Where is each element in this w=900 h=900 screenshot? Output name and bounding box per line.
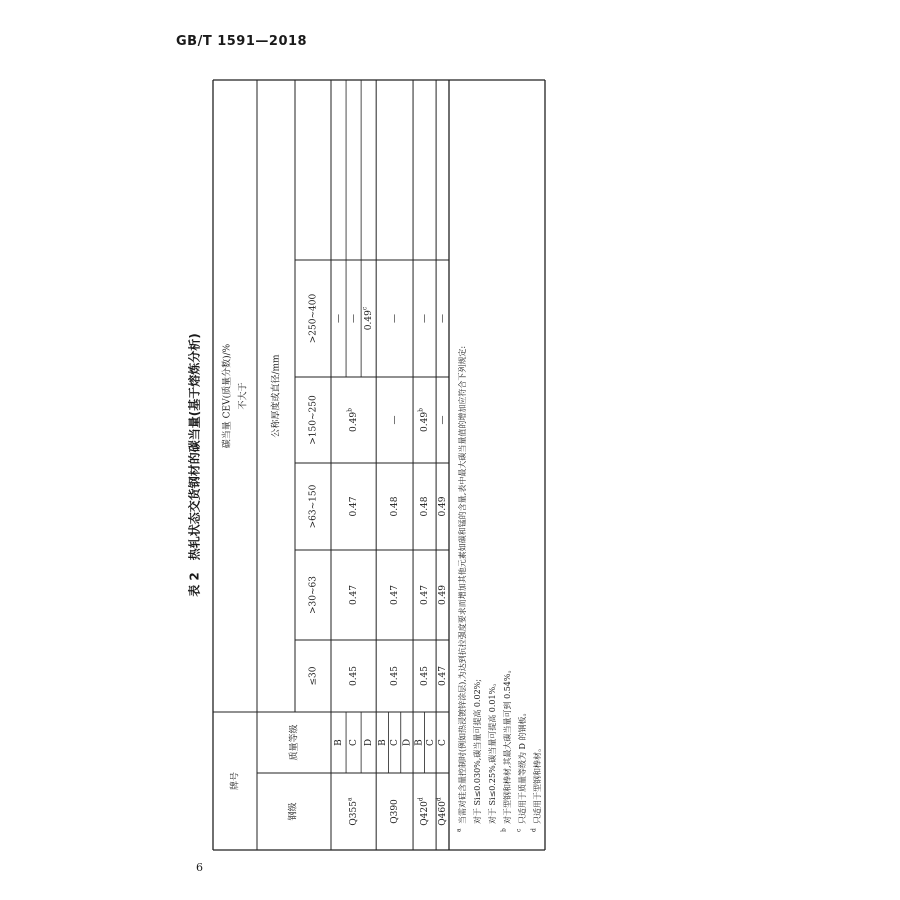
- value-1-4: —: [390, 314, 401, 323]
- value-3-2: 0.49: [438, 496, 449, 517]
- footnote-2: 对于 Si≤0.25%,碳当量可提高 0.01%。: [488, 678, 497, 824]
- grade-1: Q390: [390, 799, 401, 824]
- quality-2-0: B: [414, 739, 425, 746]
- footnote-3: 对于型钢和棒材,其最大碳当量可到 0.54%。: [503, 665, 512, 824]
- footnote-mark-4: c: [515, 828, 523, 832]
- value-3-3: —: [438, 415, 449, 425]
- value-3-1: 0.49: [438, 584, 449, 606]
- quality-1-2: D: [402, 738, 413, 747]
- quality-0-2: D: [364, 738, 375, 747]
- value-2-4: —: [420, 314, 431, 323]
- quality-0-0: B: [334, 739, 345, 746]
- value-0-2: 0.47: [349, 496, 360, 517]
- value-0-4: 0.49$^c$: [361, 306, 375, 331]
- footnote-1: 对于 Si≤0.030%,碳当量可提高 0.02%;: [473, 679, 482, 824]
- hdr-grade: 钢级: [288, 802, 299, 821]
- value-1-2: 0.48: [390, 496, 401, 517]
- value-3-0: 0.47: [438, 665, 449, 687]
- footnote-4: 只适用于质量等级为 D 的钢板。: [518, 708, 527, 824]
- value-2-3: 0.49$^b$: [417, 408, 431, 432]
- value-2-1: 0.47: [420, 584, 431, 606]
- grade-0: Q355$^a$: [346, 797, 360, 826]
- footnote-mark-0: a: [455, 828, 463, 832]
- footnote-5: 只适用于型钢和棒材。: [533, 744, 542, 824]
- hdr-cev-sub: 不大于: [238, 382, 249, 410]
- grade-2: Q420$^d$: [417, 797, 431, 826]
- quality-1-1: C: [390, 739, 401, 746]
- value-2-0: 0.45: [420, 665, 431, 687]
- value-2-2: 0.48: [420, 496, 431, 517]
- value-dash-0-4-0: —: [334, 314, 345, 323]
- page-number: 6: [196, 861, 203, 874]
- value-dash-0-4-1: —: [349, 314, 360, 323]
- hdr-brand: 牌号: [230, 771, 241, 791]
- footnote-0: 当需对硅含量控制时(例如热浸镀锌涂层),为达到抗拉强度要求而增加其他元素如碳和锰的含量,表中最大碳当量值的增加应符合下列规定:: [458, 345, 467, 824]
- range-label-2: >63~150: [308, 484, 319, 529]
- quality-2-1: C: [425, 739, 436, 746]
- hdr-cev: 碳当量 CEV(质量分数)/%: [222, 343, 233, 449]
- footnote-mark-3: b: [500, 828, 508, 832]
- range-label-4: >250~400: [308, 293, 319, 344]
- grade-3: Q460$^d$: [435, 797, 449, 826]
- quality-1-0: B: [377, 739, 388, 746]
- value-1-1: 0.47: [390, 584, 401, 606]
- value-0-3: 0.49$^b$: [346, 408, 360, 432]
- hdr-thickness: 公称厚度或直径/mm: [271, 354, 282, 438]
- hdr-quality: 质量等级: [289, 724, 300, 761]
- value-1-0: 0.45: [390, 665, 401, 687]
- quality-3-0: C: [438, 739, 449, 746]
- value-0-1: 0.47: [349, 584, 360, 606]
- range-label-0: ≤30: [308, 666, 319, 686]
- value-3-4: —: [438, 314, 449, 323]
- footnote-mark-5: d: [530, 828, 538, 832]
- page-header: GB/T 1591—2018: [176, 34, 308, 49]
- range-label-1: >30~63: [308, 576, 319, 614]
- range-label-3: >150~250: [308, 395, 319, 445]
- table-title: 表 2 热轧状态交货钢材的碳当量(基于熔炼分析): [187, 333, 202, 597]
- value-1-3: —: [390, 415, 401, 425]
- value-0-0: 0.45: [349, 665, 360, 687]
- quality-0-1: C: [349, 739, 360, 746]
